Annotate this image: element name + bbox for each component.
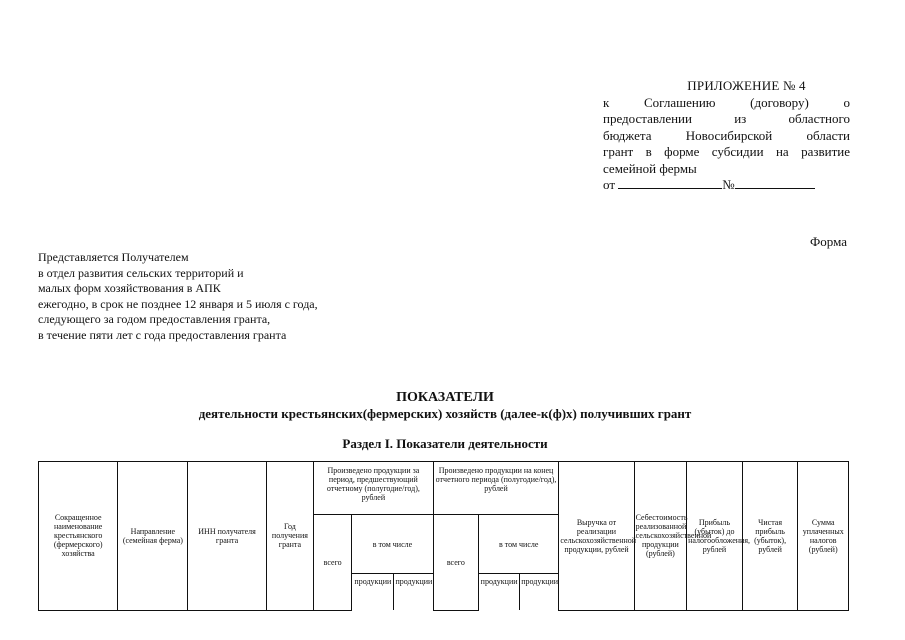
header-including: в том числе bbox=[352, 515, 433, 574]
document-subtitle: деятельности крестьянских(фермерских) хозяйств (далее-к(ф)х) получивших грант bbox=[198, 406, 692, 421]
header-profit-before-tax: Прибыль (убыток) до налогообложения, рублей bbox=[687, 462, 743, 611]
number-sign: № bbox=[722, 177, 735, 192]
intro-line: следующего за годом предоставления гранта, bbox=[38, 312, 271, 327]
header-product: продукции bbox=[479, 574, 520, 611]
header-taxes: Сумма уплаченных налогов (рублей) bbox=[798, 462, 849, 611]
header-revenue: Выручка от реализации сельскохозяйственной продукции, рублей bbox=[559, 462, 634, 611]
number-blank[interactable] bbox=[735, 177, 815, 189]
header-total: всего bbox=[433, 515, 478, 611]
header-short-name: Сокращенное наименование крестьянского (фермерского) хозяйства bbox=[39, 462, 118, 611]
date-prefix: от bbox=[603, 177, 616, 192]
appendix-line: семейной фермы bbox=[603, 160, 697, 176]
appendix-date-line bbox=[603, 177, 850, 194]
section-title: Раздел I. Показатели деятельности bbox=[342, 436, 548, 451]
intro-line: в течение пяти лет с года предоставления гранта bbox=[38, 327, 287, 342]
appendix-line: к Соглашению (договору) о bbox=[603, 94, 850, 110]
header-product: продукции bbox=[394, 574, 433, 611]
intro-line: Представляется Получателем bbox=[38, 250, 189, 264]
date-blank[interactable] bbox=[618, 177, 722, 189]
indicators-table bbox=[38, 461, 849, 611]
intro-line: малых форм хозяйствования в АПК bbox=[38, 281, 221, 296]
appendix-title: ПРИЛОЖЕНИЕ № 4 bbox=[687, 78, 806, 93]
header-direction: Направление (семейная ферма) bbox=[118, 462, 188, 611]
header-net-profit: Чистая прибыль (убыток), рублей bbox=[742, 462, 798, 611]
header-including: в том числе bbox=[479, 515, 559, 574]
intro-block bbox=[38, 250, 318, 344]
appendix-line: бюджета Новосибирской области bbox=[603, 127, 850, 143]
header-total: всего bbox=[314, 515, 352, 611]
header-inn: ИНН получателя гранта bbox=[188, 462, 266, 611]
appendix-block bbox=[603, 78, 850, 194]
header-product: продукции bbox=[520, 574, 559, 611]
document-title: ПОКАЗАТЕЛИ bbox=[396, 390, 494, 405]
header-produced-end: Произведено продукции на конец отчетного периода (полугодие/год), рублей bbox=[433, 462, 559, 515]
header-cost: Себестоимость реализованной сельскохозяйственной продукции (рублей) bbox=[634, 462, 687, 611]
header-product: продукции bbox=[352, 574, 394, 611]
form-label: Форма bbox=[810, 234, 847, 249]
intro-line: ежегодно, в срок не позднее 12 января и 5 июля с года, bbox=[38, 296, 318, 311]
header-produced-prev: Произведено продукции за период, предшествующий отчетному (полугодие/год), рублей bbox=[314, 462, 434, 515]
intro-line: в отдел развития сельских территорий и bbox=[38, 265, 244, 280]
appendix-line: грант в форме субсидии на развитие bbox=[603, 144, 850, 159]
header-grant-year: Год получения гранта bbox=[266, 462, 313, 611]
appendix-line: предоставлении из областного bbox=[603, 111, 850, 126]
